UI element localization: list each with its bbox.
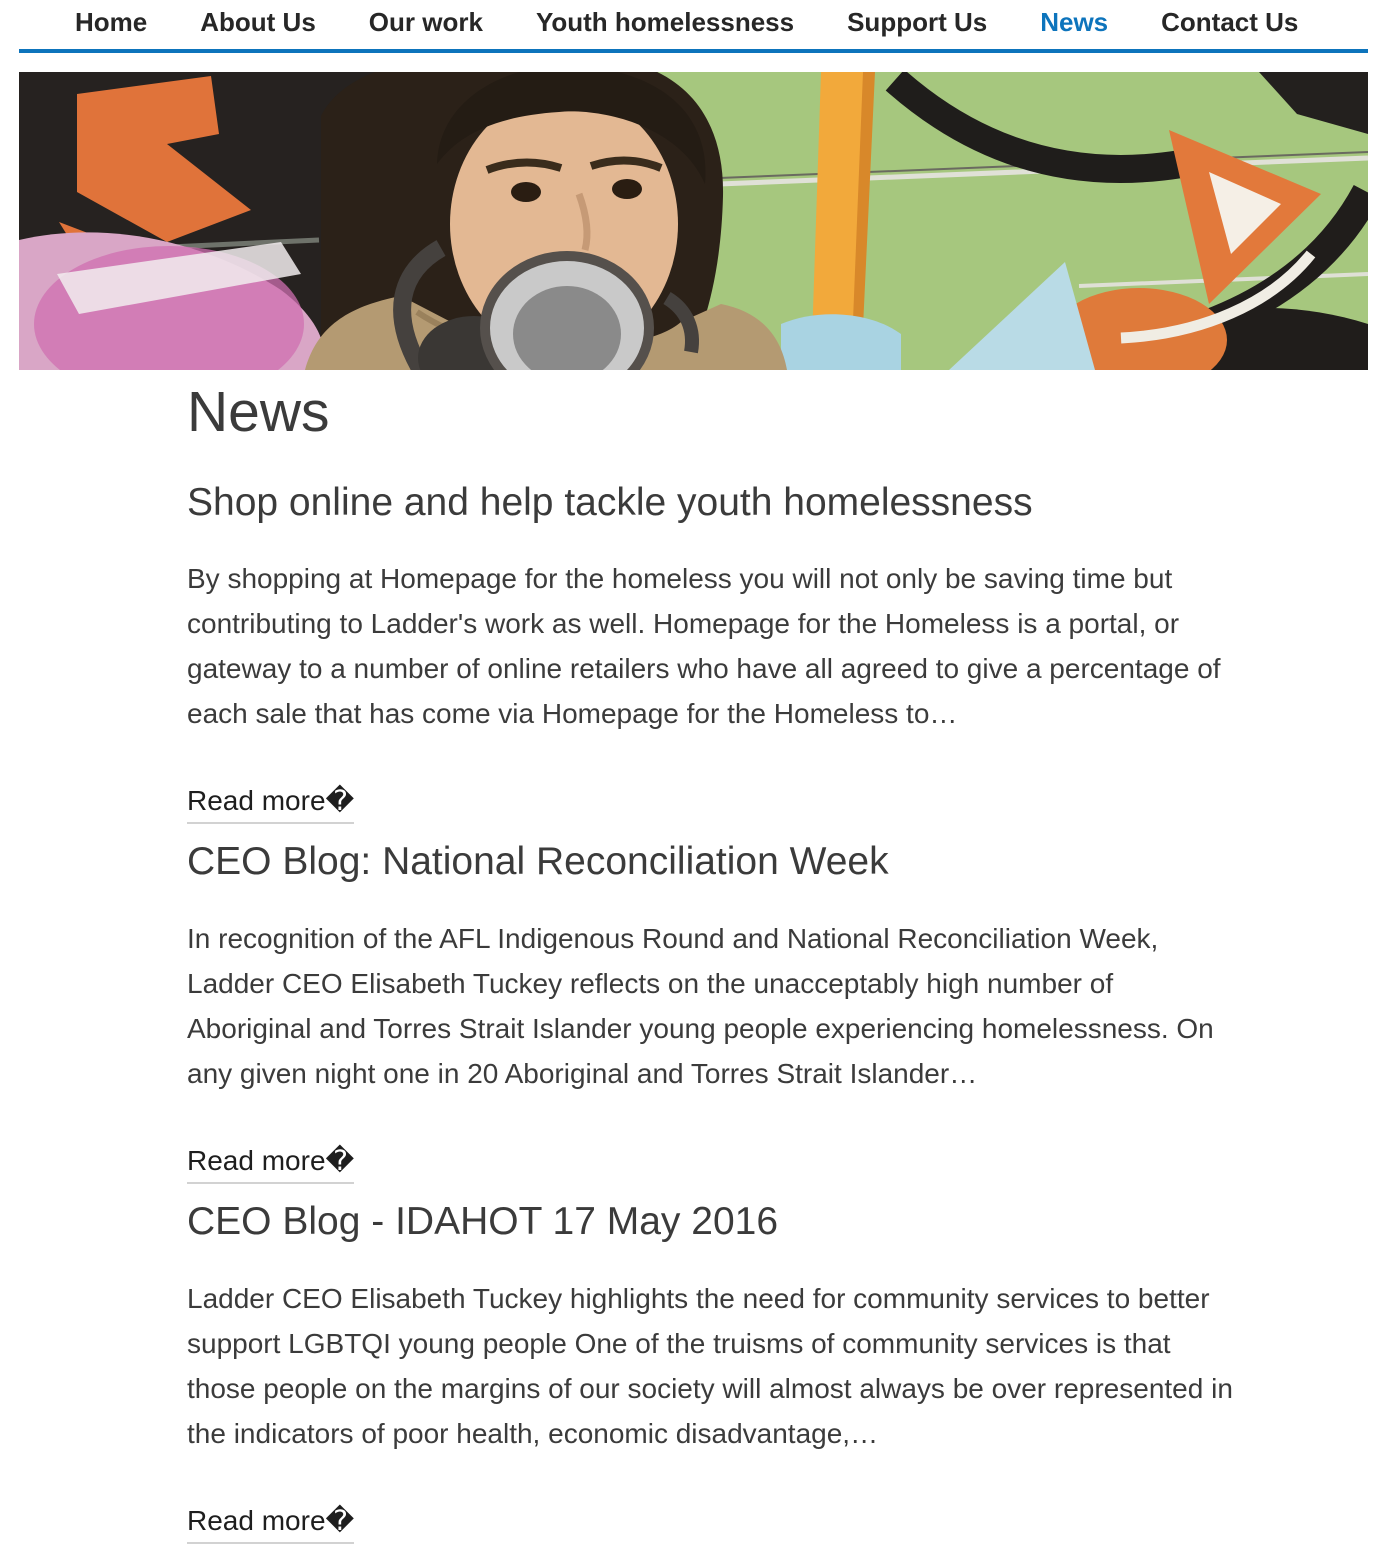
nav-item-home[interactable]: Home	[75, 7, 148, 37]
article-excerpt: By shopping at Homepage for the homeless you will not only be saving time but contributing to Ladder's work as well. Homepage for the Homeless is a portal, or gateway to a number of online retailers who have all agreed to give a percentage of each sale that has come via Homepage for the Homeless to…	[187, 563, 1221, 730]
nav-accent-rule	[19, 49, 1368, 53]
article-excerpt: In recognition of the AFL Indigenous Round and National Reconciliation Week, Ladder CEO Elisabeth Tuckey reflects on the unacceptably high number of Aboriginal and Torres Strait Islander young people experiencing homelessness. On any given night one in 20 Aboriginal and Torres Strait Islander…	[187, 923, 1214, 1090]
read-more-link[interactable]: Read more�	[187, 1504, 354, 1544]
article-card	[187, 480, 1236, 825]
main-nav	[0, 0, 1387, 47]
nav-item-support-us[interactable]: Support Us	[847, 7, 988, 37]
nav-item-youth-homelessness[interactable]: Youth homelessness	[535, 7, 795, 37]
nav-item-our-work[interactable]: Our work	[368, 7, 483, 37]
article-title[interactable]: CEO Blog - IDAHOT 17 May 2016	[187, 1200, 779, 1244]
read-more-link[interactable]: Read more�	[187, 784, 354, 824]
nav-item-news[interactable]: News	[1040, 7, 1109, 37]
read-more-link[interactable]: Read more�	[187, 1144, 354, 1184]
news-list	[187, 380, 1236, 1544]
article-card	[187, 839, 1236, 1184]
article-excerpt: Ladder CEO Elisabeth Tuckey highlights the need for community services to better support LGBTQI young people One of the truisms of community services is that those people on the margins of our society will almost always be over represented in the indicators of poor health, economic disadvantage,…	[187, 1282, 1233, 1449]
article-title[interactable]: CEO Blog: National Reconciliation Week	[187, 840, 889, 884]
article-card	[187, 1199, 1236, 1544]
article-title[interactable]: Shop online and help tackle youth homelessness	[187, 480, 1033, 524]
hero-image	[19, 72, 1368, 370]
page-title: News	[187, 380, 330, 444]
nav-item-about-us[interactable]: About Us	[200, 7, 316, 37]
nav-item-contact-us[interactable]: Contact Us	[1161, 7, 1299, 37]
